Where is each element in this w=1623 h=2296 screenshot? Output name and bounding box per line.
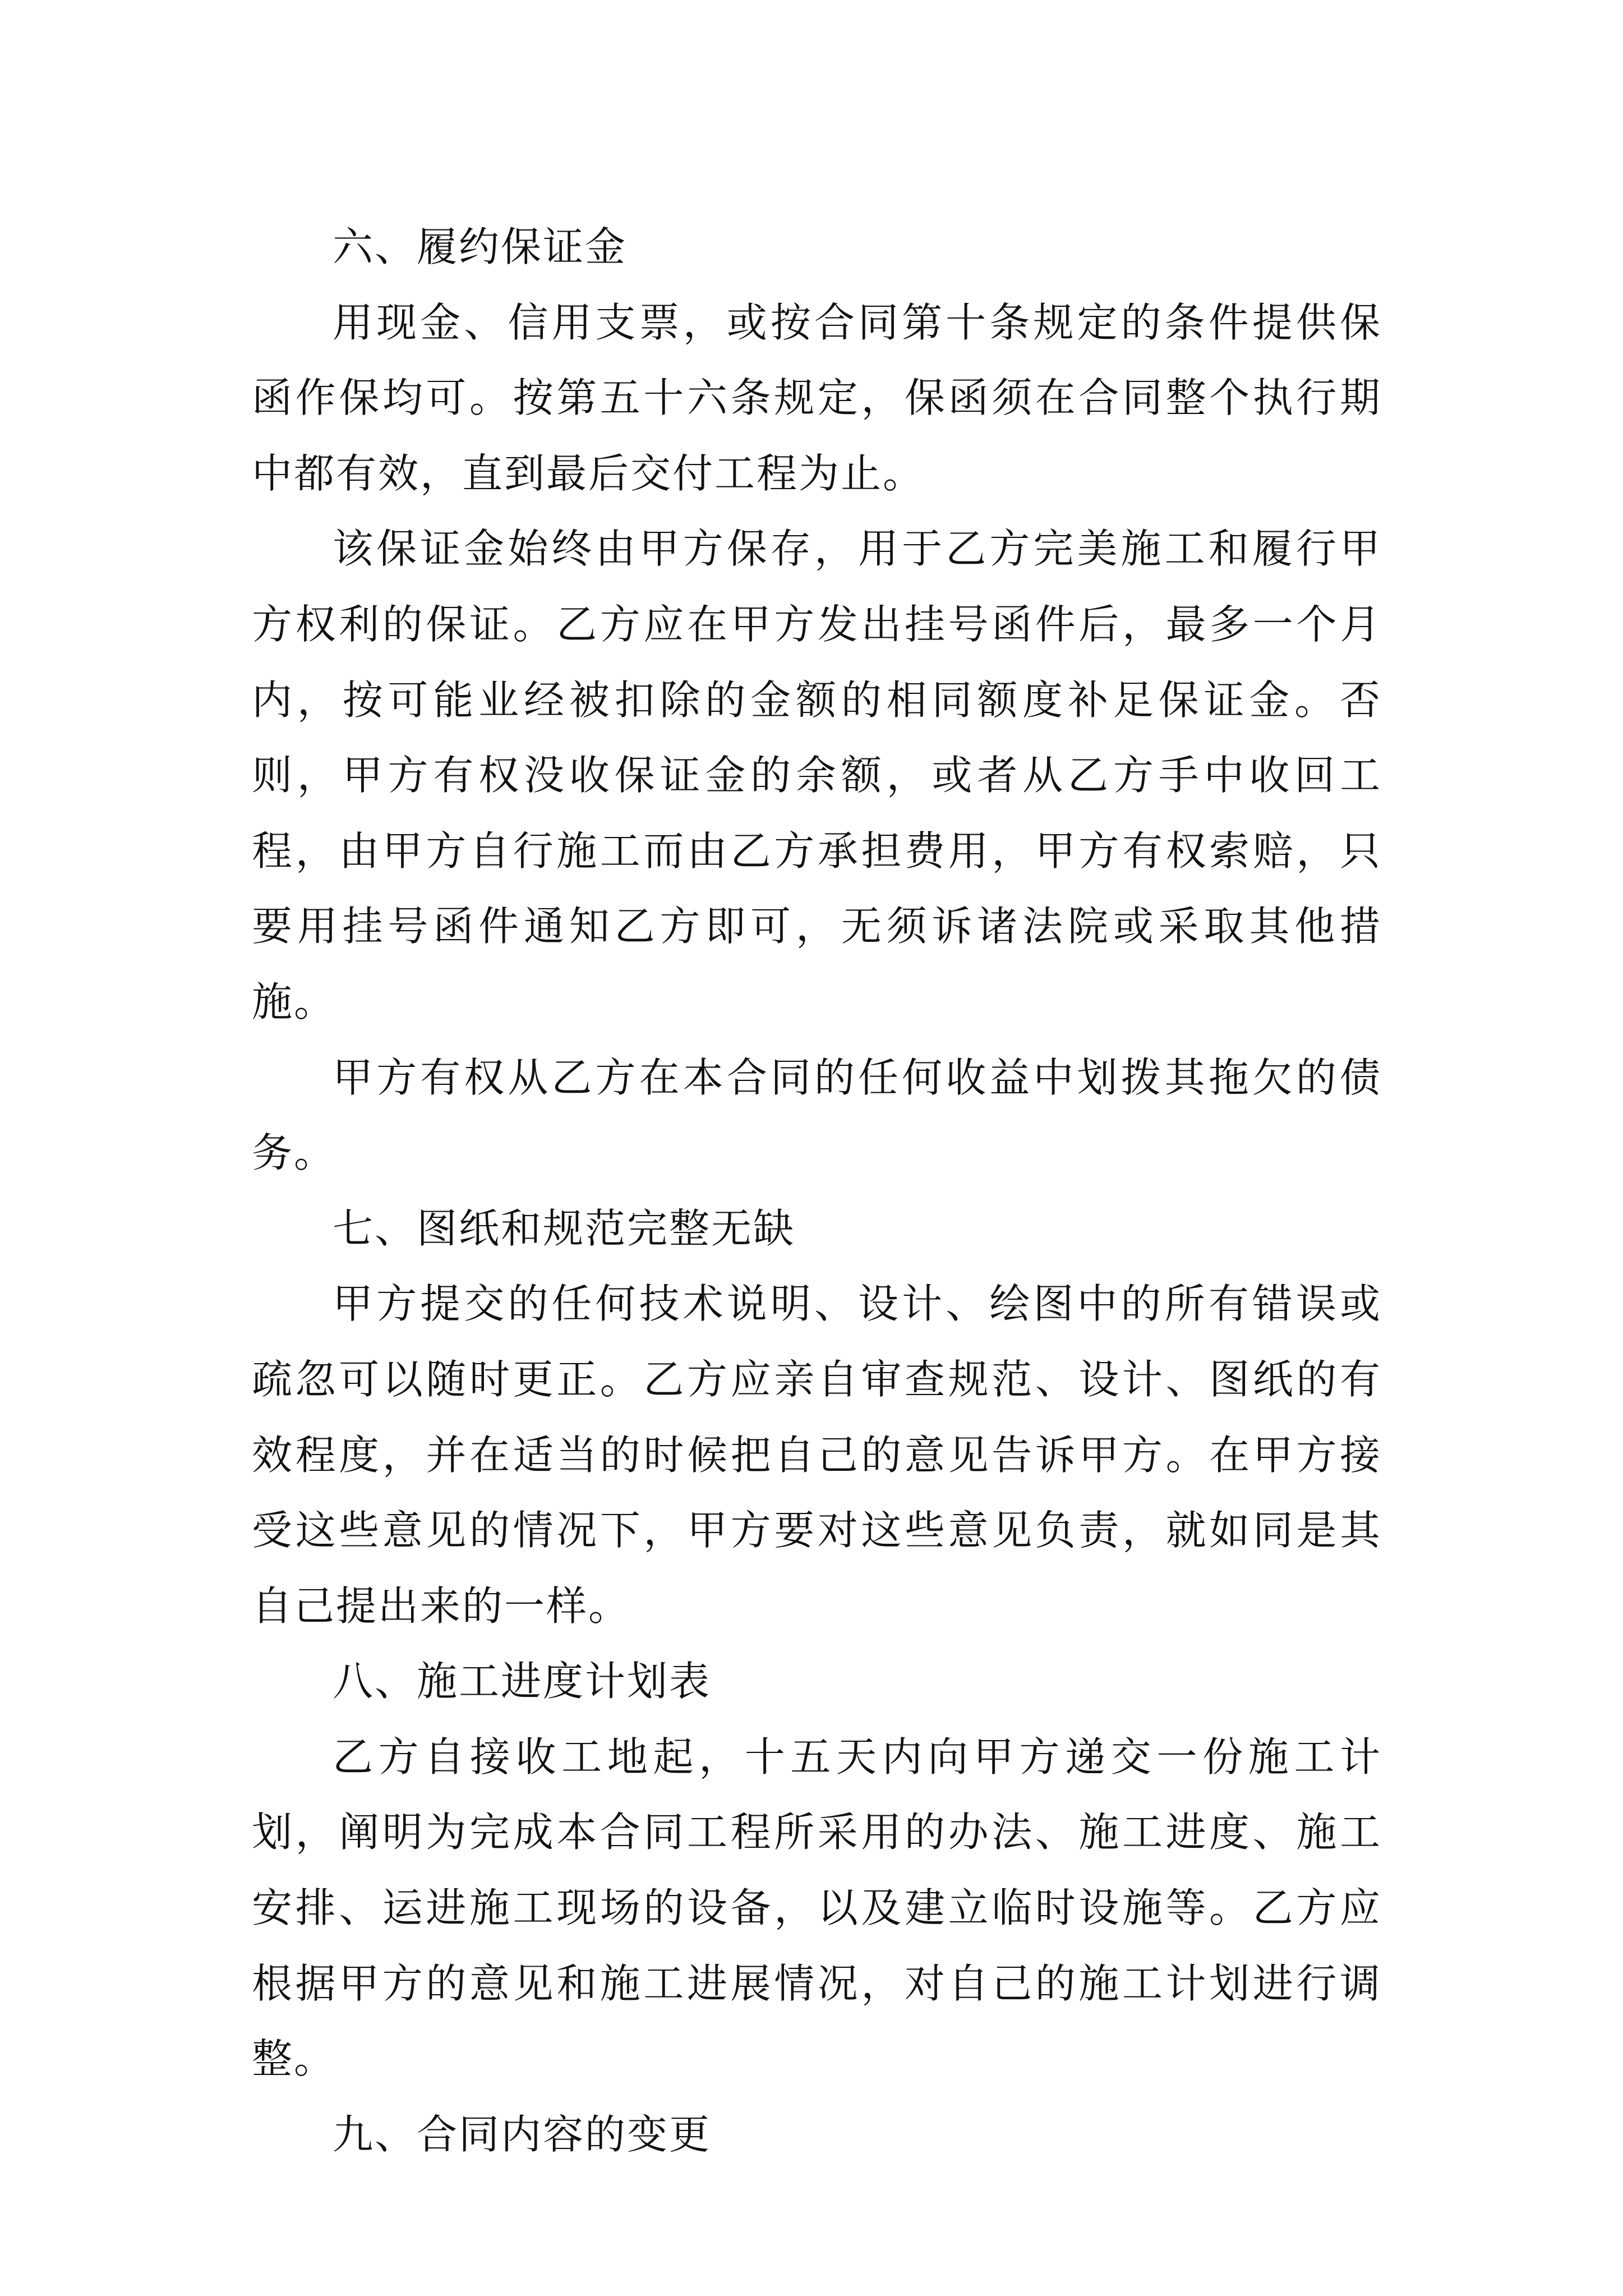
paragraph-bond-forms: 用现金、信用支票，或按合同第十条规定的条件提供保函作保均可。按第五十六条规定，保函须在合同整个执行期中都有效，直到最后交付工程为止。 (252, 298, 1382, 497)
section-heading-performance-bond: 六、履约保证金 (333, 223, 628, 270)
section-heading-drawings-specs: 七、图纸和规范完整无缺 (333, 1204, 796, 1252)
section-heading-contract-changes: 九、合同内容的变更 (333, 2110, 712, 2158)
paragraph-drawings-corrections: 甲方提交的任何技术说明、设计、绘图中的所有错误或疏忽可以随时更正。乙方应亲自审查规范、设计、图纸的有效程度，并在适当的时候把自己的意见告诉甲方。在甲方接受这些意见的情况下，甲方要对这些意见负责，就如同是其自己提出来的一样。 (252, 1280, 1382, 1630)
document-body (252, 209, 1382, 2172)
paragraph-construction-plan: 乙方自接收工地起，十五天内向甲方递交一份施工计划，阐明为完成本合同工程所采用的办法、施工进度、施工安排、运进施工现场的设备，以及建立临时设施等。乙方应根据甲方的意见和施工进展情况，对自己的施工计划进行调整。 (252, 1733, 1382, 2083)
paragraph-debt-deduction: 甲方有权从乙方在本合同的任何收益中划拨其拖欠的债务。 (252, 1053, 1382, 1177)
section-heading-construction-schedule: 八、施工进度计划表 (333, 1658, 712, 1705)
paragraph-bond-custody: 该保证金始终由甲方保存，用于乙方完美施工和履行甲方权利的保证。乙方应在甲方发出挂号函件后，最多一个月内，按可能业经被扣除的金额的相同额度补足保证金。否则，甲方有权没收保证金的余额，或者从乙方手中收回工程，由甲方自行施工而由乙方承担费用，甲方有权索赔，只要用挂号函件通知乙方即可，无须诉诸法院或采取其他措施。 (252, 525, 1382, 1025)
